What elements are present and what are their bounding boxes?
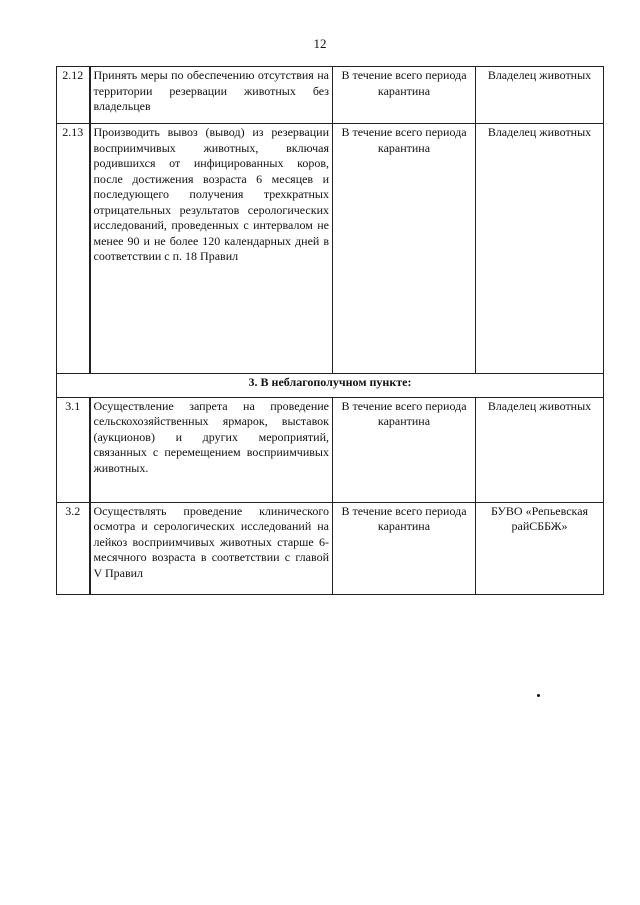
measure-text: Производить вывоз (вывод) из резервации восприимчивых животных, включая родившихся от инфицированных коров, после достижения возраста 6 месяцев и последующего получения трехкратных отрицательных результатов серологических исследований, проведенных с интервалом не менее 90 и не более 120 календарных дней в соответствии с п. 18 Правил — [90, 124, 333, 374]
responsible-text: Владелец животных — [476, 397, 604, 502]
table-row — [57, 124, 604, 374]
deadline-text: В течение всего периода карантина — [333, 124, 476, 374]
measure-text: Осуществление запрета на проведение сельскохозяйственных ярмарок, выставок (аукционов) и других мероприятий, связанных с перемещением восприимчивых животных. — [90, 397, 333, 502]
scan-artifact-dot — [537, 694, 540, 697]
quarantine-measures-table — [56, 66, 604, 595]
page-number: 12 — [313, 36, 327, 51]
deadline-text: В течение всего периода карантина — [333, 502, 476, 594]
row-number: 2.13 — [57, 124, 90, 374]
deadline-text: В течение всего периода карантина — [333, 397, 476, 502]
responsible-text: Владелец животных — [476, 124, 604, 374]
deadline-text: В течение всего периода карантина — [333, 67, 476, 124]
measure-text: Осуществлять проведение клинического осмотра и серологических исследований на лейкоз восприимчивых животных старше 6-месячного возраста в соответствии с главой V Правил — [90, 502, 333, 594]
measure-text: Принять меры по обеспечению отсутствия на территории резервации животных без владельцев — [90, 67, 333, 124]
section-header-row — [57, 374, 604, 398]
responsible-text: БУВО «Репьевская райСББЖ» — [476, 502, 604, 594]
table-row — [57, 502, 604, 594]
row-number: 3.2 — [57, 502, 90, 594]
row-number: 2.12 — [57, 67, 90, 124]
section-title: 3. В неблагополучном пункте: — [57, 374, 604, 398]
responsible-text: Владелец животных — [476, 67, 604, 124]
table-row — [57, 67, 604, 124]
row-number: 3.1 — [57, 397, 90, 502]
table-row — [57, 397, 604, 502]
